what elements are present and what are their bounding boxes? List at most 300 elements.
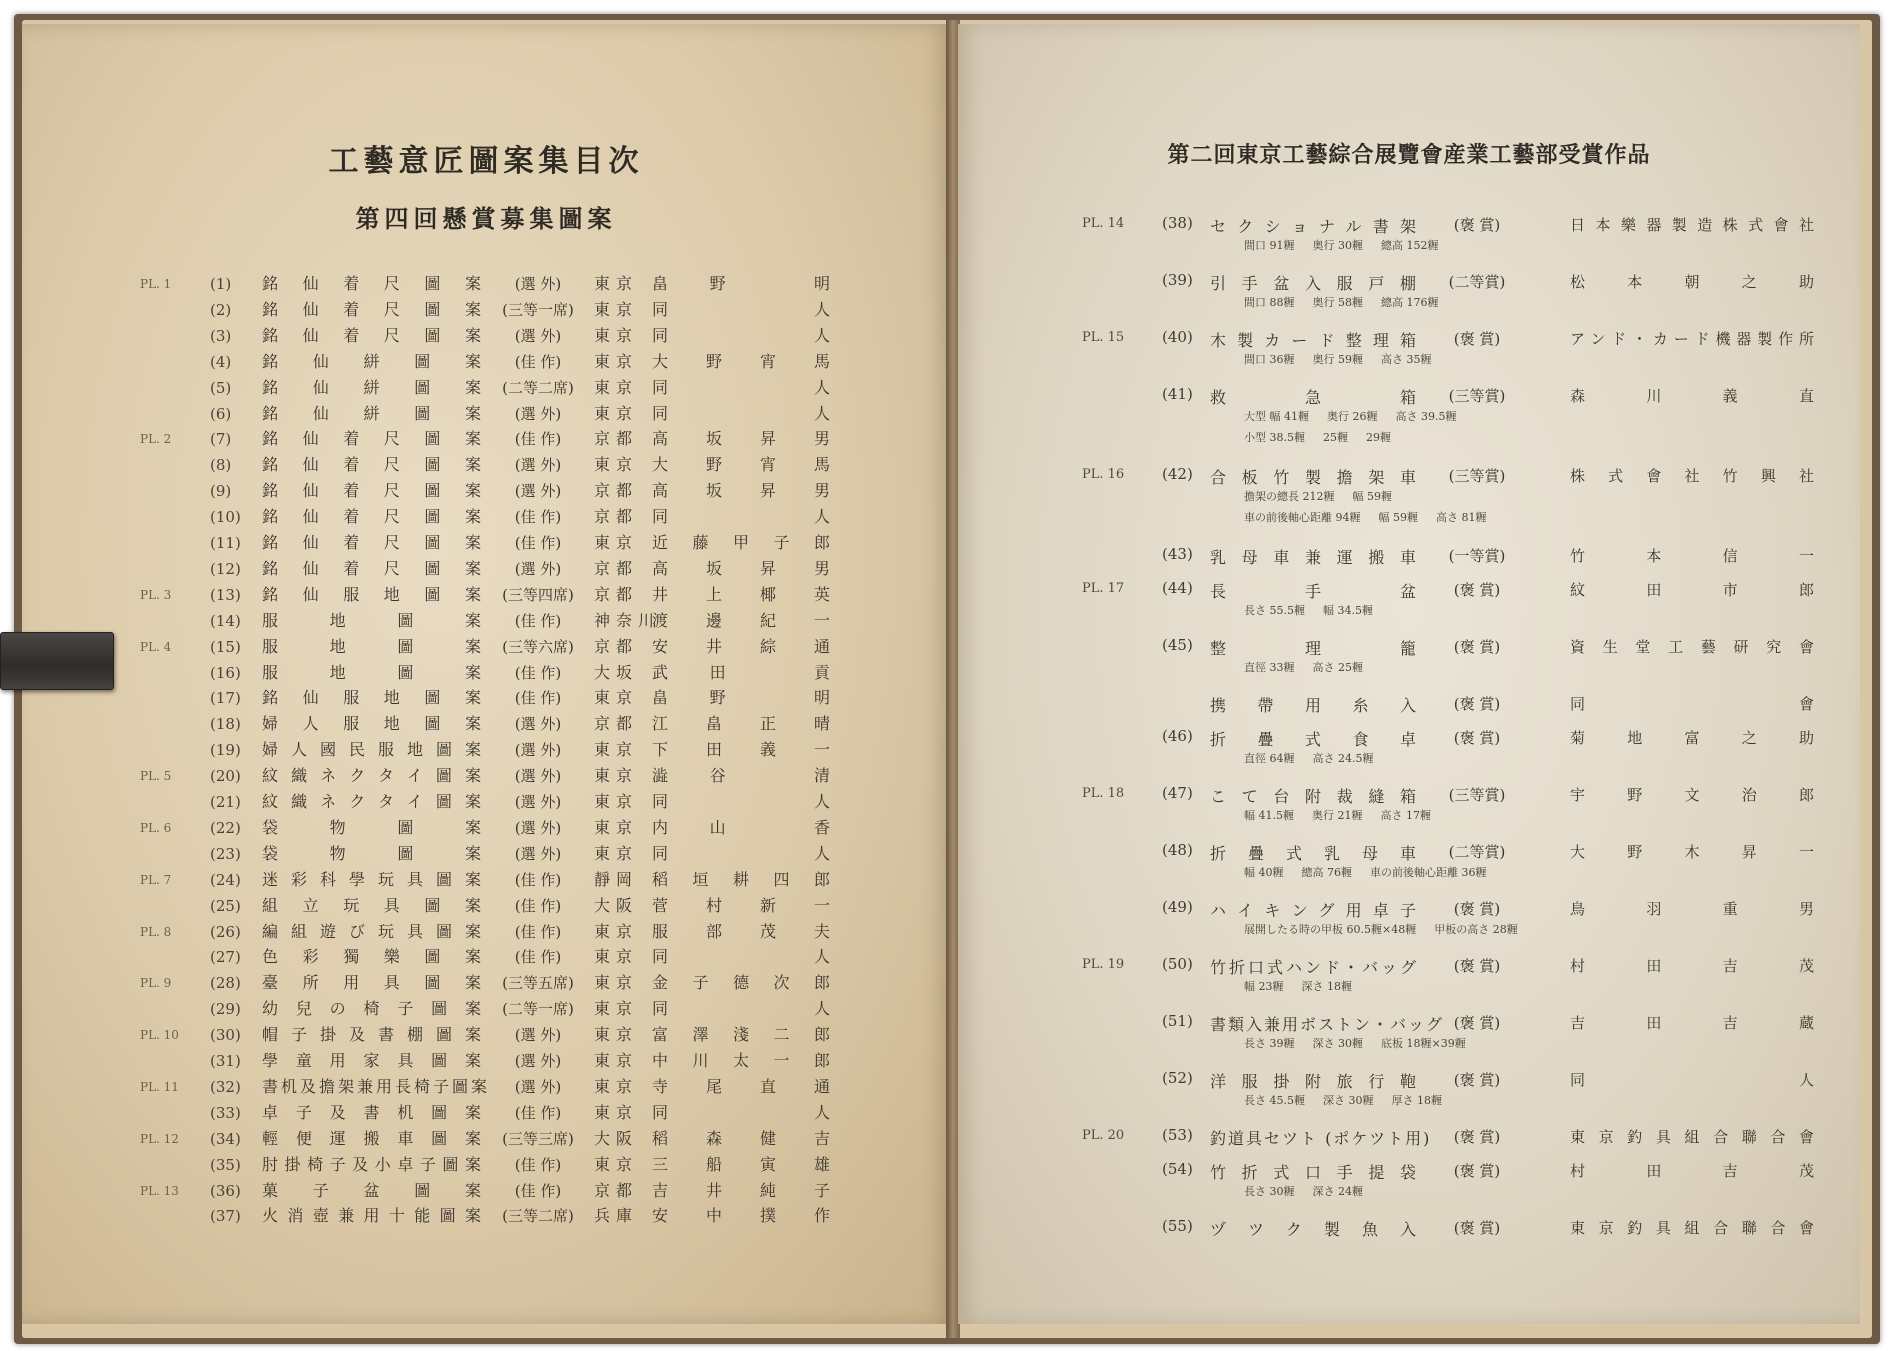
- city-label: 東京: [594, 533, 639, 552]
- list-item: [22, 790, 950, 814]
- entry-title: 帽子掛及書棚圖案: [262, 1025, 484, 1044]
- list-item: [22, 1075, 950, 1099]
- entry-title: 學童用家具圖案: [262, 1051, 484, 1070]
- dimension-line: [1244, 659, 1804, 675]
- designer-name: 富澤淺二郎: [652, 1025, 834, 1044]
- entry-title: 銘仙着尺圖案: [262, 429, 484, 448]
- dimension-value: 高さ 39.5糎: [1395, 410, 1457, 423]
- maker-name: 同 人: [1570, 1071, 1816, 1089]
- award-label: (褒 賞): [1453, 216, 1501, 234]
- list-item: [22, 894, 950, 918]
- maker-name: アンド・カード機器製作所: [1570, 330, 1816, 348]
- city-label: 東京: [594, 688, 639, 707]
- designer-name: 寺尾直通: [652, 1077, 834, 1096]
- designer-name: 澁谷 清: [652, 766, 834, 785]
- entry-number: (5): [210, 379, 232, 397]
- designer-name: 江畠正晴: [652, 714, 834, 733]
- designer-name: 金子德次郎: [652, 973, 834, 992]
- entry-title: 銘仙着尺圖案: [262, 274, 484, 293]
- dimension-value: 車の前後軸心距離 36糎: [1370, 866, 1487, 879]
- award-label: (褒 賞): [1453, 1071, 1501, 1089]
- award-label: (佳 作): [514, 871, 562, 889]
- entry-title: 婦人服地圖案: [262, 714, 484, 733]
- left-page-title: 工藝意匠圖案集目次: [328, 144, 644, 179]
- entry-number: (32): [210, 1078, 241, 1096]
- dimension-value: 深さ 30糎: [1323, 1094, 1374, 1107]
- dimension-line: [1244, 807, 1804, 823]
- designer-name: 畠野 明: [652, 688, 834, 707]
- award-label: (選 外): [514, 482, 562, 500]
- award-label: (三等一席): [502, 301, 574, 319]
- city-label: 京都: [594, 714, 639, 733]
- entry-title: 輕便運搬車圖案: [262, 1129, 484, 1148]
- list-item: [22, 738, 950, 762]
- dimension-line: [1244, 237, 1804, 253]
- plate-label: PL. 13: [140, 1184, 179, 1198]
- entry-number: (28): [210, 974, 241, 992]
- award-label: (佳 作): [514, 897, 562, 915]
- right-page-title: 第二回東京工藝綜合展覽會産業工藝部受賞作品: [1167, 142, 1651, 168]
- entry-number: (29): [210, 1000, 241, 1018]
- award-label: (選 外): [514, 819, 562, 837]
- dimension-value: 厚さ 18糎: [1391, 1094, 1442, 1107]
- award-label: (褒 賞): [1453, 581, 1501, 599]
- list-item: [22, 661, 950, 685]
- maker-name: 東京釣具組合聯合會: [1570, 1128, 1816, 1146]
- entry-number: (47): [1162, 784, 1193, 802]
- award-label: (選 外): [514, 275, 562, 293]
- dimension-line: [1244, 602, 1804, 618]
- city-label: 東京: [594, 1155, 639, 1174]
- entry-title: 釣道具セツト (ポケツト用): [1210, 1129, 1432, 1148]
- entry-title: 竹折式口手提袋: [1210, 1163, 1418, 1182]
- award-label: (選 外): [514, 767, 562, 785]
- dimension-value: 甲板の高さ 28糎: [1434, 923, 1518, 936]
- entry-number: (50): [1162, 955, 1193, 973]
- city-label: 大阪: [594, 896, 639, 915]
- maker-name: 鳥羽重男: [1570, 900, 1816, 918]
- dimension-value: 小型 38.5糎: [1244, 431, 1305, 444]
- dimension-value: 大型 幅 41糎: [1244, 410, 1309, 423]
- entry-title: 銘仙着尺圖案: [262, 326, 484, 345]
- entry-title: ハイキング用卓子: [1210, 901, 1418, 920]
- entry-number: (4): [210, 353, 232, 371]
- dimension-value: 高さ 25糎: [1312, 661, 1363, 674]
- entry-title: 竹折口式ハンド・バッグ: [1210, 958, 1418, 977]
- dimension-value: 間口 36糎: [1244, 353, 1295, 366]
- designer-name: 三船寅雄: [652, 1155, 834, 1174]
- award-label: (選 外): [514, 1052, 562, 1070]
- city-label: 神奈川: [594, 611, 661, 630]
- city-label: 東京: [594, 274, 639, 293]
- list-item: [22, 557, 950, 581]
- maker-name: 同 會: [1570, 695, 1816, 713]
- award-label: (褒 賞): [1453, 729, 1501, 747]
- city-label: 大坂: [594, 663, 639, 682]
- award-label: (一等賞): [1448, 547, 1506, 565]
- award-label: (褒 賞): [1453, 957, 1501, 975]
- entry-title: 銘仙着尺圖案: [262, 455, 484, 474]
- entry-number: (6): [210, 405, 232, 423]
- dimension-value: 奥行 30糎: [1312, 239, 1363, 252]
- dimension-line: [1244, 351, 1804, 367]
- city-label: 京都: [594, 1181, 639, 1200]
- designer-name: 高坂昇男: [652, 429, 834, 448]
- entry-number: (8): [210, 456, 232, 474]
- entry-title: 臺所用具圖案: [262, 973, 484, 992]
- award-label: (選 外): [514, 560, 562, 578]
- list-item: [22, 635, 950, 659]
- maker-name: 村田吉茂: [1570, 957, 1816, 975]
- dimension-value: 展開したる時の甲板 60.5糎×48糎: [1244, 923, 1417, 936]
- designer-name: 同 人: [652, 507, 834, 526]
- list-item: [22, 842, 950, 866]
- designer-name: 菅村新一: [652, 896, 834, 915]
- plate-label: PL. 7: [140, 873, 172, 887]
- designer-name: 同 人: [652, 999, 834, 1018]
- plate-label: PL. 20: [1082, 1128, 1125, 1143]
- list-item: [22, 945, 950, 969]
- entry-number: (46): [1162, 727, 1193, 745]
- award-label: (褒 賞): [1453, 900, 1501, 918]
- dimension-value: 幅 59糎: [1352, 490, 1392, 503]
- entry-number: (35): [210, 1156, 241, 1174]
- plate-label: PL. 10: [140, 1028, 179, 1042]
- maker-name: 吉田吉蔵: [1570, 1014, 1816, 1032]
- entry-number: (36): [210, 1182, 241, 1200]
- designer-name: 高坂昇男: [652, 481, 834, 500]
- award-label: (佳 作): [514, 534, 562, 552]
- award-label: (佳 作): [514, 664, 562, 682]
- list-item: [22, 764, 950, 788]
- entry-number: (11): [210, 534, 241, 552]
- entry-number: (16): [210, 664, 241, 682]
- dimension-value: 直徑 64糎: [1244, 752, 1295, 765]
- award-label: (佳 作): [514, 612, 562, 630]
- city-label: 東京: [594, 1051, 639, 1070]
- entry-number: (44): [1162, 579, 1193, 597]
- entry-title: 菓子盆圖案: [262, 1181, 484, 1200]
- right-page: [958, 24, 1860, 1324]
- maker-name: 村田吉茂: [1570, 1162, 1816, 1180]
- dimension-value: 長さ 55.5糎: [1244, 604, 1305, 617]
- designer-name: 大野宵馬: [652, 455, 834, 474]
- dimension-value: 總高 76糎: [1301, 866, 1352, 879]
- dimension-line: [1244, 750, 1804, 766]
- award-label: (褒 賞): [1453, 638, 1501, 656]
- list-item: [22, 1101, 950, 1125]
- entry-title: 木製カード整理箱: [1210, 331, 1418, 350]
- entry-title: 合板竹製擔架車: [1210, 468, 1418, 487]
- entry-number: (7): [210, 430, 232, 448]
- plate-label: PL. 5: [140, 769, 172, 783]
- city-label: 京都: [594, 559, 639, 578]
- entry-title: 書類入兼用ボストン・バッグ: [1210, 1015, 1445, 1034]
- city-label: 京都: [594, 507, 639, 526]
- list-item: [22, 816, 950, 840]
- entry-number: (45): [1162, 636, 1193, 654]
- entry-title: 幼兒の椅子圖案: [262, 999, 484, 1018]
- designer-name: 同 人: [652, 947, 834, 966]
- entry-number: (3): [210, 327, 232, 345]
- award-label: (佳 作): [514, 1104, 562, 1122]
- designer-name: 下田義一: [652, 740, 834, 759]
- entry-title: 服地圖案: [262, 637, 484, 656]
- city-label: 東京: [594, 740, 639, 759]
- entry-number: (40): [1162, 328, 1193, 346]
- entry-title: 銘仙絣圖案: [262, 378, 484, 397]
- list-item: [22, 583, 950, 607]
- entry-title: 銘仙服地圖案: [262, 688, 484, 707]
- award-label: (佳 作): [514, 948, 562, 966]
- dimension-line: [1244, 978, 1804, 994]
- entry-number: (26): [210, 923, 241, 941]
- designer-name: 高坂昇男: [652, 559, 834, 578]
- entry-number: (34): [210, 1130, 241, 1148]
- entry-number: (31): [210, 1052, 241, 1070]
- dimension-value: 深さ 18糎: [1301, 980, 1352, 993]
- entry-title: 火消壺兼用十能圖案: [262, 1206, 484, 1225]
- dimension-value: 直徑 33糎: [1244, 661, 1295, 674]
- maker-name: 森川義直: [1570, 387, 1816, 405]
- city-label: 東京: [594, 766, 639, 785]
- dimension-line: [1244, 509, 1804, 525]
- list-item: [22, 350, 950, 374]
- entry-number: (17): [210, 689, 241, 707]
- entry-title: 肘掛椅子及小卓子圖案: [262, 1155, 484, 1174]
- entry-number: (2): [210, 301, 232, 319]
- entry-number: (51): [1162, 1012, 1193, 1030]
- entry-number: (18): [210, 715, 241, 733]
- entry-number: (15): [210, 638, 241, 656]
- list-item: [22, 505, 950, 529]
- city-label: 東京: [594, 922, 639, 941]
- entry-title: 編組遊び玩具圖案: [262, 922, 484, 941]
- list-item: [22, 479, 950, 503]
- entry-number: (19): [210, 741, 241, 759]
- list-item: [22, 1153, 950, 1177]
- city-label: 東京: [594, 326, 639, 345]
- entry-title: 折疊式食卓: [1210, 730, 1418, 749]
- city-label: 東京: [594, 455, 639, 474]
- entry-number: (33): [210, 1104, 241, 1122]
- award-label: (二等一席): [502, 1000, 574, 1018]
- award-label: (選 外): [514, 327, 562, 345]
- dimension-value: 總高 152糎: [1381, 239, 1439, 252]
- city-label: 京都: [594, 429, 639, 448]
- award-label: (三等二席): [502, 1207, 574, 1225]
- city-label: 東京: [594, 378, 639, 397]
- city-label: 大阪: [594, 1129, 639, 1148]
- designer-name: 稻森健吉: [652, 1129, 834, 1148]
- entry-number: (42): [1162, 465, 1193, 483]
- entry-number: (23): [210, 845, 241, 863]
- maker-name: 東京釣具組合聯合會: [1570, 1219, 1816, 1237]
- plate-label: PL. 16: [1082, 467, 1125, 482]
- award-label: (佳 作): [514, 1182, 562, 1200]
- entry-number: (52): [1162, 1069, 1193, 1087]
- entry-title: 色彩獨樂圖案: [262, 947, 484, 966]
- designer-name: 服部茂夫: [652, 922, 834, 941]
- award-label: (褒 賞): [1453, 1128, 1501, 1146]
- maker-name: 資生堂工藝研究會: [1570, 638, 1816, 656]
- dimension-value: 25糎: [1323, 431, 1348, 444]
- award-label: (二等二席): [502, 379, 574, 397]
- dimension-line: [1244, 1183, 1804, 1199]
- city-label: 京都: [594, 637, 639, 656]
- designer-name: 近藤甲子郎: [652, 533, 834, 552]
- city-label: 東京: [594, 1025, 639, 1044]
- list-item: [22, 272, 950, 296]
- list-item: [22, 997, 950, 1021]
- city-label: 京都: [594, 585, 639, 604]
- award-label: (佳 作): [514, 689, 562, 707]
- plate-label: PL. 9: [140, 976, 172, 990]
- plate-label: PL. 11: [140, 1080, 179, 1094]
- list-item: [22, 376, 950, 400]
- entry-title: 銘仙服地圖案: [262, 585, 484, 604]
- entry-number: (24): [210, 871, 241, 889]
- plate-label: PL. 14: [1082, 216, 1125, 231]
- entry-title: ヅツク製魚入: [1210, 1220, 1418, 1239]
- dimension-value: 奥行 59糎: [1312, 353, 1363, 366]
- dimension-value: 總高 176糎: [1381, 296, 1439, 309]
- city-label: 東京: [594, 947, 639, 966]
- dimension-value: 幅 23糎: [1244, 980, 1284, 993]
- dimension-value: 幅 34.5糎: [1323, 604, 1373, 617]
- award-label: (選 外): [514, 405, 562, 423]
- entry-number: (30): [210, 1026, 241, 1044]
- designer-name: 内山 香: [652, 818, 834, 837]
- plate-label: PL. 18: [1082, 786, 1125, 801]
- left-page: [22, 24, 950, 1324]
- entry-title: 銘仙絣圖案: [262, 352, 484, 371]
- dimension-line: [1244, 1092, 1804, 1108]
- designer-name: 同 人: [652, 326, 834, 345]
- designer-name: 同 人: [652, 378, 834, 397]
- entry-title: 整理籠: [1210, 639, 1418, 658]
- dimension-value: 奥行 21糎: [1312, 809, 1363, 822]
- entry-number: (38): [1162, 214, 1193, 232]
- entry-number: (22): [210, 819, 241, 837]
- dimension-value: 擔架の總長 212糎: [1244, 490, 1335, 503]
- entry-number: (53): [1162, 1126, 1193, 1144]
- award-label: (佳 作): [514, 923, 562, 941]
- dimension-line: [1244, 921, 1804, 937]
- dimension-value: 29糎: [1366, 431, 1391, 444]
- entry-title: 引手盆入服戸棚: [1210, 274, 1418, 293]
- dimension-value: 車の前後軸心距離 94糎: [1244, 511, 1361, 524]
- entry-number: (43): [1162, 545, 1193, 563]
- entry-title: 銘仙着尺圖案: [262, 559, 484, 578]
- city-label: 東京: [594, 1103, 639, 1122]
- dimension-value: 長さ 39糎: [1244, 1037, 1295, 1050]
- award-label: (褒 賞): [1453, 330, 1501, 348]
- plate-label: PL. 6: [140, 821, 172, 835]
- award-label: (三等賞): [1448, 467, 1506, 485]
- list-item: [22, 324, 950, 348]
- entry-title: 銘仙着尺圖案: [262, 300, 484, 319]
- plate-label: PL. 4: [140, 640, 172, 654]
- entry-number: (25): [210, 897, 241, 915]
- entry-number: (27): [210, 948, 241, 966]
- entry-number: (13): [210, 586, 241, 604]
- entry-number: (55): [1162, 1217, 1193, 1235]
- award-label: (選 外): [514, 1026, 562, 1044]
- designer-name: 井上椰英: [652, 585, 834, 604]
- entry-title: 紋織ネクタイ圖案: [262, 792, 484, 811]
- left-page-subtitle: 第四回懸賞募集圖案: [355, 204, 617, 233]
- city-label: 京都: [594, 481, 639, 500]
- dimension-value: 高さ 35糎: [1381, 353, 1432, 366]
- plate-label: PL. 15: [1082, 330, 1125, 345]
- award-label: (三等四席): [502, 586, 574, 604]
- list-item: [22, 531, 950, 555]
- list-item: [22, 686, 950, 710]
- award-label: (褒 賞): [1453, 1219, 1501, 1237]
- award-label: (選 外): [514, 456, 562, 474]
- award-label: (褒 賞): [1453, 1014, 1501, 1032]
- entry-number: (10): [210, 508, 241, 526]
- entry-title: 迷彩科學玩具圖案: [262, 870, 484, 889]
- entry-number: (48): [1162, 841, 1193, 859]
- dimension-line: [1244, 1035, 1804, 1051]
- entry-title: 銘仙着尺圖案: [262, 533, 484, 552]
- list-item: [22, 920, 950, 944]
- list-item: [22, 427, 950, 451]
- entry-title: セクショナル書架: [1210, 217, 1418, 236]
- entry-title: 紋織ネクタイ圖案: [262, 766, 484, 785]
- maker-name: 紋田市郎: [1570, 581, 1816, 599]
- designer-name: 安中撲作: [652, 1206, 834, 1225]
- entry-title: 長手盆: [1210, 582, 1418, 601]
- entry-number: (20): [210, 767, 241, 785]
- award-label: (佳 作): [514, 353, 562, 371]
- plate-label: PL. 19: [1082, 957, 1125, 972]
- maker-name: 株式會社竹興社: [1570, 467, 1816, 485]
- entry-title: 服地圖案: [262, 611, 484, 630]
- list-item: [22, 609, 950, 633]
- maker-name: 松本朝之助: [1570, 273, 1816, 291]
- maker-name: 菊地富之助: [1570, 729, 1816, 747]
- entry-title: 折疊式乳母車: [1210, 844, 1418, 863]
- dimension-value: 幅 41.5糎: [1244, 809, 1294, 822]
- list-item: [22, 971, 950, 995]
- list-item: [22, 712, 950, 736]
- maker-name: 竹本信一: [1570, 547, 1816, 565]
- entry-title: 袋物圖案: [262, 818, 484, 837]
- entry-title: 袋物圖案: [262, 844, 484, 863]
- award-label: (選 外): [514, 741, 562, 759]
- dimension-value: 長さ 45.5糎: [1244, 1094, 1305, 1107]
- entry-number: (41): [1162, 385, 1193, 403]
- dimension-line: [1244, 488, 1804, 504]
- bookmark-tab[interactable]: [0, 632, 114, 690]
- entry-number: (12): [210, 560, 241, 578]
- designer-name: 武田 貢: [652, 663, 834, 682]
- maker-name: 宇野文治郎: [1570, 786, 1816, 804]
- designer-name: 同 人: [652, 300, 834, 319]
- entry-title: こて台附裁縫箱: [1210, 787, 1418, 806]
- dimension-line: [1244, 408, 1804, 424]
- entry-title: 洋服掛附旅行鞄: [1210, 1072, 1418, 1091]
- plate-label: PL. 2: [140, 432, 172, 446]
- designer-name: 同 人: [652, 792, 834, 811]
- list-item: [22, 298, 950, 322]
- designer-name: 畠野 明: [652, 274, 834, 293]
- dimension-value: 高さ 81糎: [1436, 511, 1487, 524]
- dimension-value: 幅 40糎: [1244, 866, 1284, 879]
